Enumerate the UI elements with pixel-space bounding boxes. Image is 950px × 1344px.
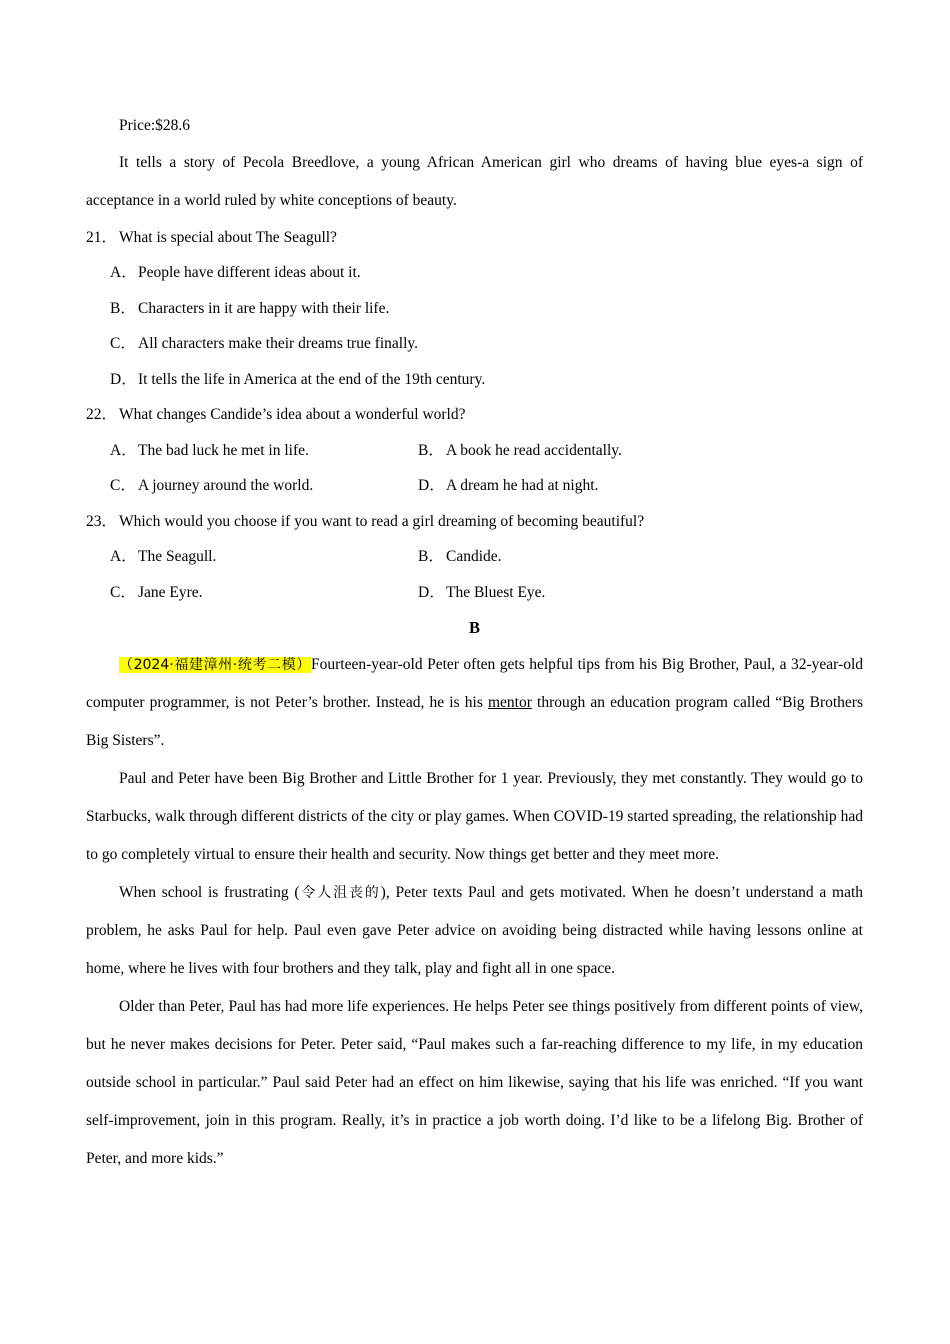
question-stem [86, 504, 863, 540]
passage-b-paragraph-1: （2024·福建漳州·统考二模）Fourteen-year-old Peter often gets helpful tips from his Big Brother, Paul, a 32-year-old computer programmer, is not Peter’s brother. Instead, he is his mentor through an education program called “Big Brothers Big Sisters”. [86, 655, 863, 749]
document-page [86, 108, 863, 1178]
option-b: B． Candide. [418, 548, 502, 565]
section-title: B [468, 618, 480, 637]
option-row [86, 468, 863, 504]
passage-b-paragraph-2: Paul and Peter have been Big Brother and Little Brother for 1 year. Previously, they met constantly. They would go to Starbucks, walk through different districts of the city or play games. When COVID-19 started spreading, the relationship had to go completely virtual to ensure their health and security. Now things get better and they meet more. [86, 769, 863, 863]
question-21 [86, 220, 863, 398]
question-stem [86, 220, 863, 256]
question-text: Which would you choose if you want to read a girl dreaming of becoming beautiful? [119, 512, 645, 530]
option-c: C． All characters make their dreams true finally. [110, 335, 419, 352]
question-number: 21． [86, 228, 118, 246]
option-a: A．The bad luck he met in life. [110, 441, 309, 459]
price-line: Price:$28.6 [119, 117, 191, 134]
option-a: A．People have different ideas about it. [110, 264, 361, 281]
chinese-gloss: 令人沮丧的 [299, 884, 381, 901]
option-b: B． Characters in it are happy with their life. [110, 299, 390, 317]
passage-b-paragraph-4: Older than Peter, Paul has had more life experiences. He helps Peter see things positively from different points of view, but he never makes decisions for Peter. Peter said, “Paul makes such a far-reaching difference to my life, in my education outside school in particular.” Paul said Peter had an effect on him likewise, saying that his life was enriched. “If you want self-improvement, join in this program. Really, it’s in practice a job worth doing. I’d like to be a lifelong Big. Brother of Peter, and more kids.” [86, 997, 863, 1167]
source-tag: （2024·福建漳州·统考二模） [119, 656, 311, 673]
question-number: 22． [86, 406, 118, 423]
option-row [86, 433, 863, 469]
passage-b-paragraph-3: When school is frustrating (令人沮丧的), Peter texts Paul and gets motivated. When he doesn’t understand a math problem, he asks Paul for help. Paul even gave Peter advice on avoiding being distracted while having lessons online at home, where he lives with four brothers and they talk, play and fight all in one space. [86, 883, 864, 977]
book-summary: It tells a story of Pecola Breedlove, a young African American girl who dreams of having blue eyes-a sign of acceptance in a world ruled by white conceptions of beauty. [86, 153, 863, 209]
question-stem [86, 397, 863, 433]
question-23 [86, 504, 863, 611]
option-row [86, 539, 863, 575]
option-c: C． A journey around the world. [110, 477, 314, 494]
option-a: A．The Seagull. [110, 548, 217, 565]
option-d: D．A dream he had at night. [418, 477, 599, 494]
option-b: B． A book he read accidentally. [418, 441, 622, 459]
question-number: 23． [86, 512, 118, 530]
underlined-word: mentor [487, 693, 532, 711]
option-row [86, 575, 863, 611]
option-d: D．It tells the life in America at the end of the 19th century. [110, 370, 486, 388]
option-c: C． Jane Eyre. [110, 583, 203, 601]
question-text: What changes Candide’s idea about a wonderful world? [119, 406, 466, 423]
question-text: What is special about The Seagull? [119, 228, 337, 246]
question-22 [86, 397, 863, 504]
option-d: D．The Bluest Eye. [418, 583, 546, 601]
